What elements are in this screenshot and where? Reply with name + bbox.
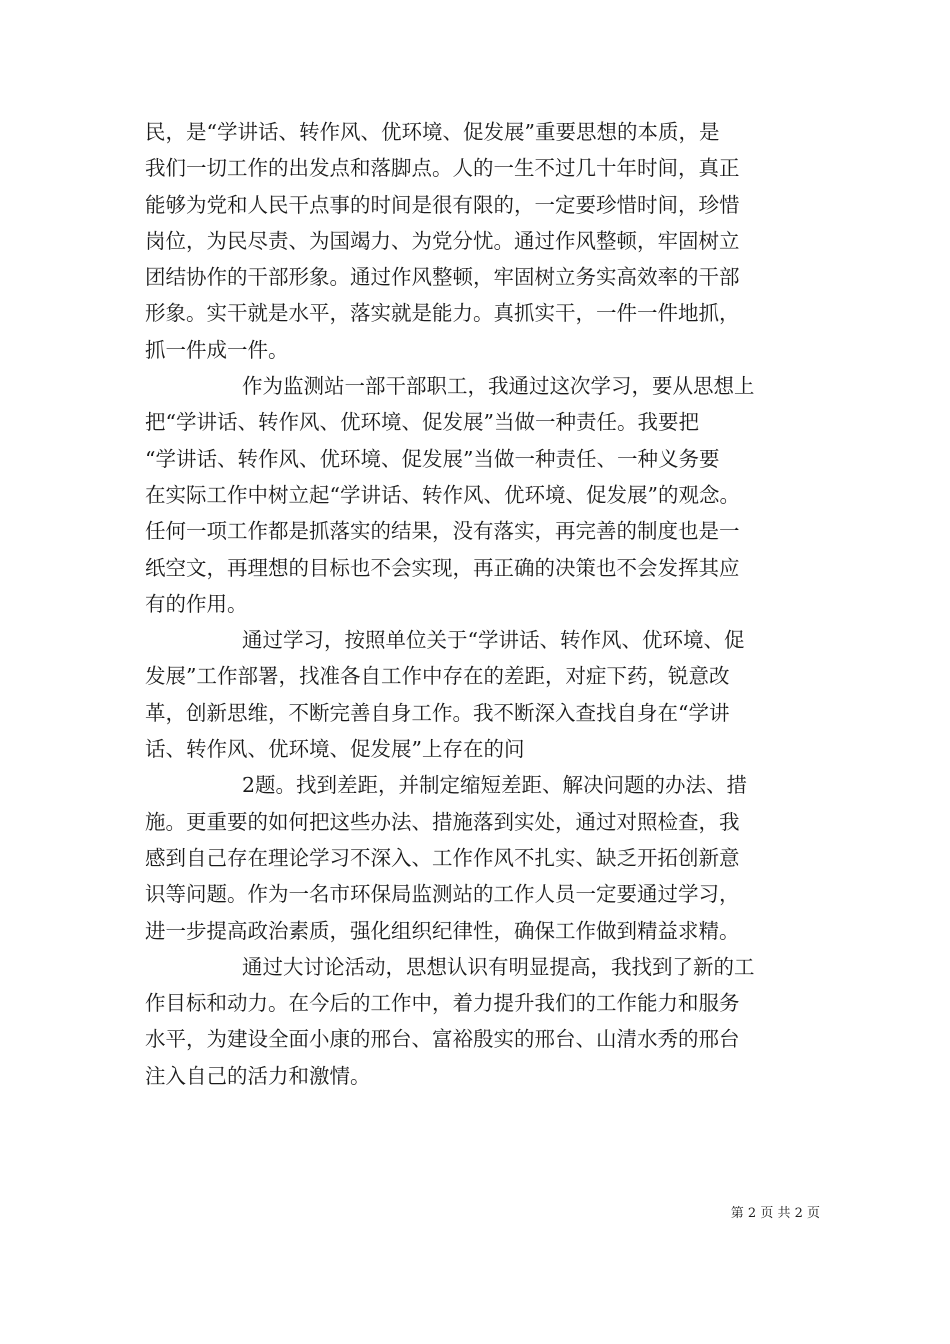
text-line: 在实际工作中树立起“学讲话、转作风、优环境、促发展”的观念。	[145, 482, 740, 507]
text-line: 民，是“学讲话、转作风、优环境、促发展”重要思想的本质，是	[145, 120, 720, 144]
paragraph	[145, 767, 820, 948]
text-line: 形象。实干就是水平，落实就是能力。真抓实干，一件一件地抓，	[145, 301, 740, 326]
paragraph	[145, 949, 820, 1094]
text-line: 感到自己存在理论学习不深入、工作作风不扎实、缺乏开拓创新意	[145, 845, 740, 870]
text-line: 抓一件成一件。	[145, 337, 289, 362]
text-line: 纸空文，再理想的目标也不会实现，再正确的决策也不会发挥其应	[145, 555, 740, 580]
text-line: 施。更重要的如何把这些办法、措施落到实处，通过对照检查，我	[145, 809, 740, 834]
paragraph	[145, 622, 820, 767]
text-line: 岗位，为民尽责、为国竭力、为党分忧。通过作风整顿，牢固树立	[145, 228, 740, 253]
text-line: 发展”工作部署，找准各自工作中存在的差距，对症下药，锐意改	[145, 664, 730, 689]
text-line: 革，创新思维，不断完善自身工作。我不断深入查找自身在“学讲	[145, 700, 730, 725]
text-line: 团结协作的干部形象。通过作风整顿，牢固树立务实高效率的干部	[145, 265, 740, 290]
text-line: 有的作用。	[145, 591, 248, 616]
paragraph	[145, 368, 820, 622]
text-line: 2题。找到差距，并制定缩短差距、解决问题的办法、措	[242, 773, 748, 798]
text-line: 注入自己的活力和激情。	[145, 1063, 371, 1088]
text-line: “学讲话、转作风、优环境、促发展”当做一种责任、一种义务要	[145, 446, 720, 471]
text-line: 通过学习，按照单位关于“学讲话、转作风、优环境、促	[242, 628, 745, 653]
text-line: 任何一项工作都是抓落实的结果，没有落实，再完善的制度也是一	[145, 519, 740, 544]
text-line: 我们一切工作的出发点和落脚点。人的一生不过几十年时间，真正	[145, 156, 740, 181]
text-line: 作目标和动力。在今后的工作中，着力提升我们的工作能力和服务	[145, 991, 740, 1016]
text-line: 话、转作风、优环境、促发展”上存在的问	[145, 737, 525, 762]
text-line: 能够为党和人民干点事的时间是很有限的，一定要珍惜时间，珍惜	[145, 192, 740, 217]
text-line: 把“学讲话、转作风、优环境、促发展”当做一种责任。我要把	[145, 410, 699, 435]
text-line: 通过大讨论活动，思想认识有明显提高，我找到了新的工	[242, 954, 755, 979]
document-body	[145, 114, 820, 1094]
text-line: 水平，为建设全面小康的邢台、富裕殷实的邢台、山清水秀的邢台	[145, 1027, 740, 1052]
text-line: 进一步提高政治素质，强化组织纪律性，确保工作做到精益求精。	[145, 918, 740, 943]
text-line: 识等问题。作为一名市环保局监测站的工作人员一定要通过学习，	[145, 882, 740, 907]
text-line: 作为监测站一部干部职工，我通过这次学习，要从思想上	[242, 374, 755, 399]
paragraph	[145, 114, 820, 368]
page-number-footer: 第 2 页 共 2 页	[730, 1206, 820, 1221]
